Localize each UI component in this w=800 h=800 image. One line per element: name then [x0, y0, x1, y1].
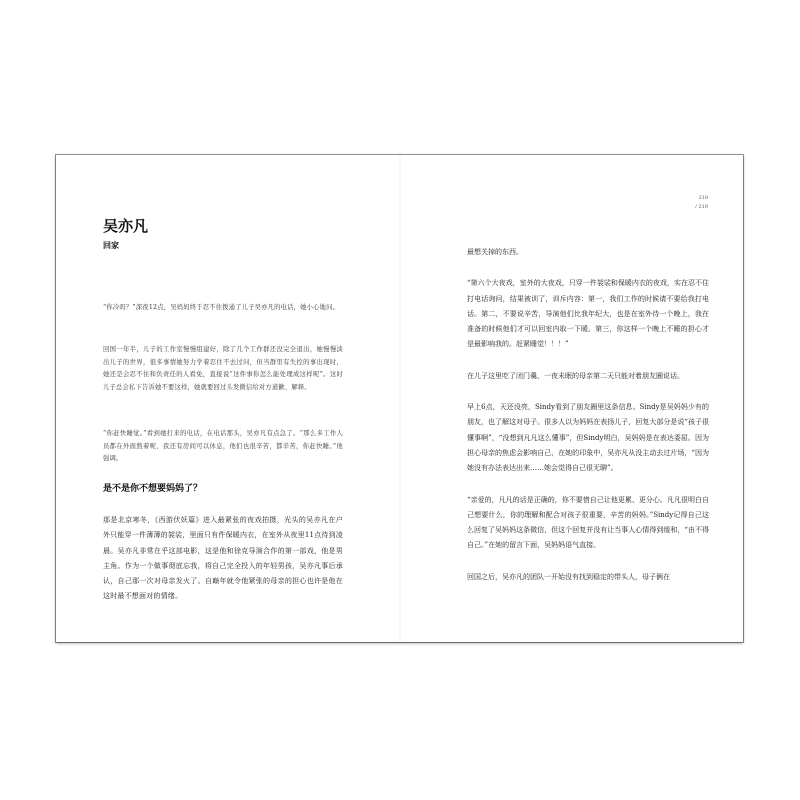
page-number	[695, 194, 708, 212]
left-section-paragraph: 那是北京寒冬，《西游伏妖篇》进入最紧张的夜戏拍摄，光头的吴亦凡在户外只能穿一件薄薄的袈裟，里面只有件保暖内衣，在室外从夜里11点待到凌晨。吴亦凡非常在乎这部电影，这是他和徐克导演合作的第一部戏，他是男主角。作为一个做事彻底忘我，将自己完全投入的年轻男孩，吴亦凡事后承认，自己那一次对母亲发火了。自巅年就令他紧张的母亲的担心也许是他在这时最不想面对的情绪。	[103, 516, 343, 601]
left-page	[103, 216, 343, 601]
right-page	[467, 245, 709, 601]
right-paragraph-3: 在儿子这里吃了闭门羹，一夜未眠的母亲第二天只能对着朋友圈说话。	[467, 371, 684, 380]
book-gutter	[399, 155, 401, 642]
left-paragraph-1: “你冷吗？”深夜12点，吴妈妈终于忍不住拨通了儿子吴亦凡的电话，她小心地问。	[103, 304, 340, 311]
right-paragraph-6: 回国之后，吴亦凡的团队一开始没有找到稳定的带头人，母子俩在	[467, 572, 670, 581]
page-number-current: 218	[698, 195, 708, 201]
right-paragraph-5: “亲爱的，凡凡的话是正确的，你不要惜自己让他更累、更分心。凡凡很明白自己想要什么，你的理解和配合对孩子很重要，辛苦的妈妈。”Sindy记得自己这么回复了吴妈妈这条微信，但这个回复并没有让当事人心情得到缓和，“由不得自己。”在她的留言下面，吴妈妈语气直接。	[467, 495, 709, 550]
left-paragraph-2: 回国一年半，儿子的工作室慢慢组建好，除了几个工作群还没完全退出，她慢慢淡出儿子的世界，很多事情她努力学着忍住不去过问，但当群里有失控的事出现时，她还是会忍不住和负责任的人看免，直接说“这件事你怎么能处理成这样呢”。这时儿子总会私下告诉她不要这样，她就要回过头发微信给对方道歉、解释。	[103, 346, 343, 391]
right-paragraph-1: 最想关掉的东西。	[467, 248, 523, 256]
right-paragraph-4: 早上6点，天还没亮，Sindy看到了朋友圈里这条信息。Sindy是吴妈妈少有的朋友，也了解这对母子。很多人以为妈妈在表扬儿子，回复大部分是说“孩子很懂事啊”，“没想到凡凡这么懂事”，但Sindy明白，吴妈妈是在表达委屈。因为担心母亲的焦虑会影响自己，在她的印象中，吴亦凡从没主动去过片场，“因为她没有办法表达出来……她会觉得自己很无聊”。	[467, 403, 709, 473]
section-heading: 是不是你不想要妈妈了？	[103, 484, 203, 494]
left-paragraph-3: “你赶快睡觉。”看到她打来的电话，在电话那头，吴亦凡有点急了。“那么多工作人员都在外面熬着呢，我还有房间可以休息，他们也很辛苦，都辛苦，你赶快睡。”他强调。	[103, 430, 343, 462]
page-number-total: / 219	[695, 204, 708, 210]
chapter-subtitle: 回家	[103, 241, 119, 250]
chapter-title: 吴亦凡	[103, 217, 149, 235]
right-paragraph-2: “第六个大夜戏，室外的大夜戏，只穿一件袈裟和保暖内衣的夜戏，实在忍不住打电话询问，结果被训了，训斥内容：第一，我们工作的时候请不要给我打电话。第二，不要说辛苦，导演他们比我年纪大，也是在室外待一个晚上，我在准备的时候他们才可以回室内取一下暖。第三，你这样一个晚上不睡的担心才是最影响我的。赶紧睡觉！！！”	[467, 279, 709, 349]
